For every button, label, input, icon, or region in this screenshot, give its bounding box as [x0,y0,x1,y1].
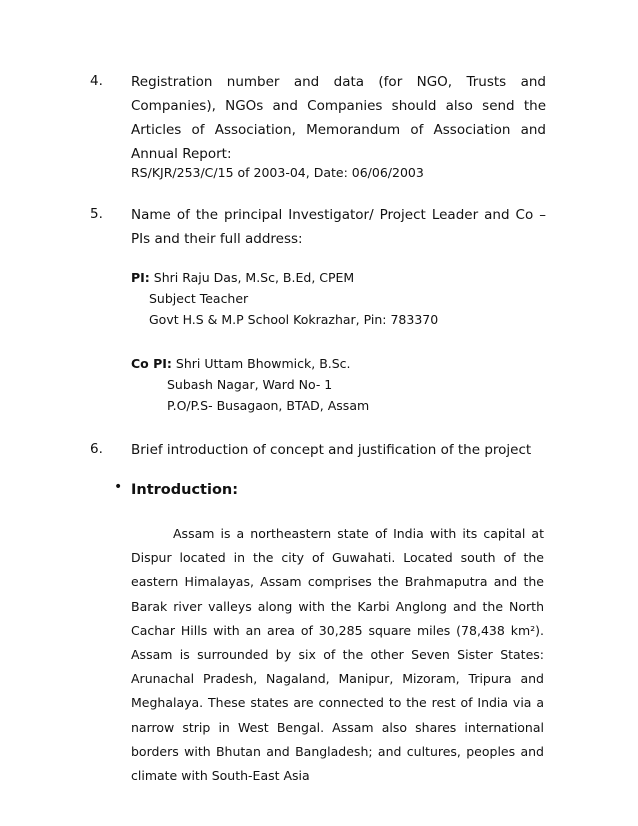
copi-line-3: P.O/P.S- Busagaon, BTAD, Assam [167,398,370,413]
pi-name: Shri Raju Das, M.Sc, B.Ed, CPEM [153,270,355,285]
pi-line-2: Subject Teacher [149,291,249,306]
registration-number: RS/KJR/253/C/15 of 2003-04, Date: 06/06/2003 [131,165,424,180]
item-number-6: 6. [90,441,103,457]
pi-line-3: Govt H.S & M.P School Kokrazhar, Pin: 783370 [149,312,439,327]
item-text-4: Registration number and data (for NGO, Trusts and Companies), NGOs and Companies should also send the Articles of Association, Memorandum of Association and Annual Report: [131,74,546,162]
copi-name: Shri Uttam Bhowmick, B.Sc. [175,356,351,371]
item-number-5: 5. [90,206,103,222]
item-text-6: Brief introduction of concept and justification of the project [131,442,532,458]
introduction-heading: Introduction: [131,482,239,498]
item-text-5: Name of the principal Investigator/ Project Leader and Co – PIs and their full address: [131,207,546,247]
copi-label: Co PI: [131,356,172,371]
pi-label: PI: [131,270,150,285]
item-number-4: 4. [90,73,103,89]
pi-line-1 [131,268,354,288]
bullet-icon: • [114,479,123,495]
copi-line-1 [131,354,351,374]
introduction-text: Assam is a northeastern state of India with its capital at Dispur located in the city of Guwahati. Located south of the eastern Himalayas, Assam comprises the Brahmaputra and the Barak river valleys along with the Karbi Anglong and the North Cachar Hills with an area of 30,285 square miles (78,438 km²). Assam is surrounded by six of the other Seven Sister States: Arunachal Pradesh, Nagaland, Manipur, Mizoram, Tripura and Meghalaya. These states are connected to the rest of India via a narrow strip in West Bengal. Assam also shares international borders with Bhutan and Bangladesh; and cultures, peoples and climate with South-East Asia [131,526,544,784]
copi-line-2: Subash Nagar, Ward No- 1 [167,377,333,392]
introduction-body [131,522,544,788]
